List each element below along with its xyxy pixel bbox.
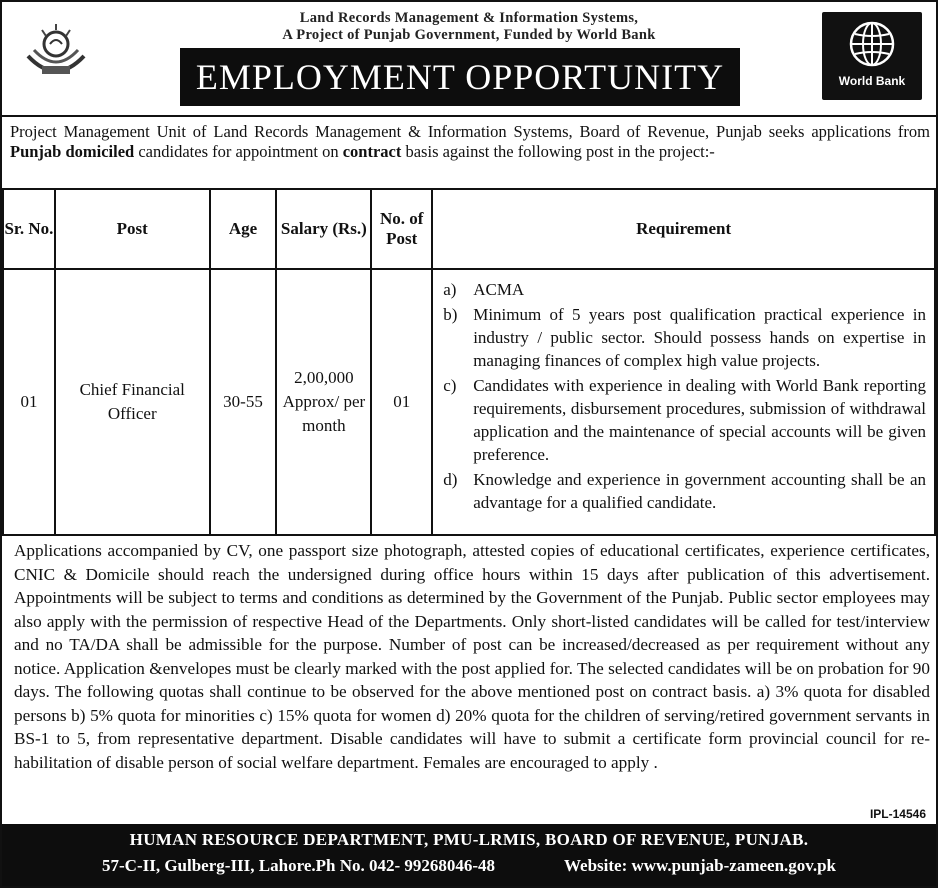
requirement-text: Knowledge and experience in government accounting shall be an advantage for a qualified candidate. xyxy=(473,470,926,512)
header-line-2: A Project of Punjab Government, Funded by World Bank xyxy=(282,27,656,43)
intro-part-1: Project Management Unit of Land Records Management & Information Systems, Board of Revenue, Punjab seeks applications from xyxy=(10,122,930,141)
intro-bold-contract: contract xyxy=(342,142,402,161)
cell-requirements xyxy=(432,269,935,535)
requirement-item xyxy=(443,278,926,301)
requirement-item xyxy=(443,303,926,372)
requirement-item xyxy=(443,374,926,466)
footer-department: HUMAN RESOURCE DEPARTMENT, PMU-LRMIS, BOARD OF REVENUE, PUNJAB. xyxy=(129,830,809,849)
footer-contact xyxy=(102,856,836,876)
header-line-1: Land Records Management & Information Systems, xyxy=(299,10,639,26)
header xyxy=(2,2,936,117)
requirement-item xyxy=(443,468,926,514)
employment-banner: EMPLOYMENT OPPORTUNITY xyxy=(180,48,740,106)
cell-sr-no: 01 xyxy=(3,269,55,535)
world-bank-label: World Bank xyxy=(838,74,906,88)
intro-part-3: basis against the following post in the project:- xyxy=(401,142,715,161)
requirement-text: Candidates with experience in dealing with World Bank reporting requirements, disbursement procedures, submission of withdrawal application and the maintenance of special accounts will be given preference. xyxy=(473,376,926,464)
header-salary: Salary (Rs.) xyxy=(276,189,371,269)
cell-salary: 2,00,000 Approx/ per month xyxy=(276,269,371,535)
footer-website: Website: www.punjab-zameen.gov.pk xyxy=(563,856,836,875)
header-age: Age xyxy=(210,189,277,269)
requirement-letter: c) xyxy=(443,376,457,395)
intro-part-2: candidates for appointment on xyxy=(134,142,343,161)
requirement-text: ACMA xyxy=(473,280,525,299)
footer xyxy=(2,824,936,886)
header-post: Post xyxy=(55,189,210,269)
globe-icon xyxy=(848,20,896,68)
header-no-of-post: No. of Post xyxy=(371,189,432,269)
world-bank-logo xyxy=(822,12,922,100)
table-header-row xyxy=(3,189,935,269)
requirement-letter: b) xyxy=(443,305,458,324)
reference-code: IPL-14546 xyxy=(869,807,926,821)
application-instructions: Applications accompanied by CV, one passport size photograph, attested copies of educational certificates, experience certificates, CNIC & Domicile should reach the undersigned during office hours within 15 days after publication of this advertisement. Appointments will be subject to terms and conditions as determined by the Government of the Punjab. Public sector employees may also apply with the permission of respective Head of the Departments. Only short-listed candidates will be called for test/interview and no TA/DA shall be admissible for the purpose. Number of post can be increased/decreased as per requirement without any notice. Application &envelopes must be clearly marked with the post applied for. The selected candidates will be on probation for 90 days. The following quotas shall continue to be observed for the above mentioned post on contract basis. a) 3% quota for disabled persons b) 5% quota for minorities c) 15% quota for women d) 20% quota for the children of serving/retired government servants in BS-1 to 5, from representative department. Disable candidates will have to submit a certificate form provincial council for re-habilitation of disable person of social welfare department. Females are encouraged to apply . xyxy=(14,541,930,772)
intro-bold-domicile: Punjab domiciled xyxy=(10,142,135,161)
cell-post: Chief Financial Officer xyxy=(55,269,210,535)
requirement-text: Minimum of 5 years post qualification practical experience in industry / public sector. Should possess hands on expertise in managing finances of complex high value projects. xyxy=(473,305,926,370)
header-sr-no: Sr. No. xyxy=(3,189,55,269)
intro-paragraph xyxy=(10,122,930,162)
cell-age: 30-55 xyxy=(210,269,277,535)
posts-table xyxy=(2,188,936,536)
cell-no-of-post: 01 xyxy=(371,269,432,535)
header-requirement: Requirement xyxy=(432,189,935,269)
footer-address: 57-C-II, Gulberg-III, Lahore.Ph No. 042- 99268046-48 xyxy=(102,856,496,875)
requirement-letter: d) xyxy=(443,470,458,489)
table-row xyxy=(3,269,935,535)
requirement-letter: a) xyxy=(443,280,457,299)
